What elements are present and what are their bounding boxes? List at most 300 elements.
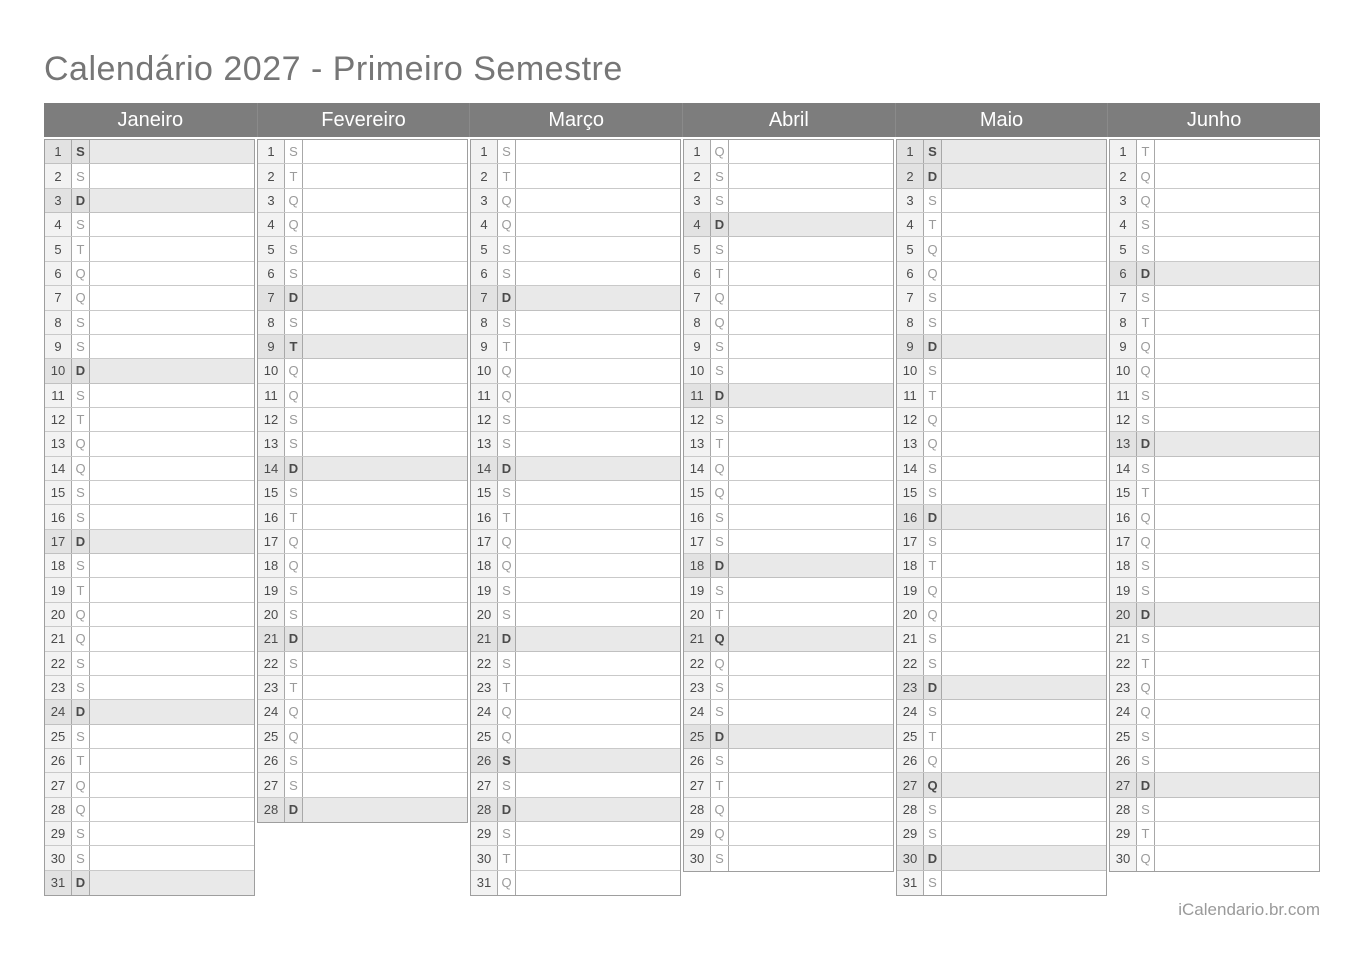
note-area: [90, 164, 254, 187]
note-area: [729, 481, 893, 504]
day-row-abril-15: [684, 481, 893, 505]
note-area: [942, 189, 1106, 212]
note-area: [1155, 286, 1319, 309]
note-area: [729, 457, 893, 480]
note-area: [303, 652, 467, 675]
note-area: [729, 773, 893, 796]
month-column-maio: [896, 139, 1107, 896]
weekday-letter: D: [498, 627, 516, 650]
month-header-fevereiro: Fevereiro: [257, 103, 470, 137]
weekday-letter: Q: [711, 457, 729, 480]
weekday-letter: S: [498, 603, 516, 626]
weekday-letter: Q: [72, 773, 90, 796]
note-area: [942, 262, 1106, 285]
day-number: 9: [258, 335, 285, 358]
day-number: 23: [897, 676, 924, 699]
day-number: 16: [897, 505, 924, 528]
day-number: 14: [1110, 457, 1137, 480]
day-number: 20: [897, 603, 924, 626]
weekday-letter: S: [924, 822, 942, 845]
weekday-letter: S: [924, 359, 942, 382]
day-number: 18: [1110, 554, 1137, 577]
weekday-letter: S: [72, 213, 90, 236]
note-area: [303, 676, 467, 699]
weekday-letter: Q: [924, 749, 942, 772]
day-number: 11: [258, 384, 285, 407]
day-number: 16: [471, 505, 498, 528]
weekday-letter: T: [1137, 311, 1155, 334]
weekday-letter: T: [285, 505, 303, 528]
day-number: 26: [897, 749, 924, 772]
note-area: [516, 481, 680, 504]
day-row-fevereiro-17: [258, 530, 467, 554]
day-row-janeiro-10: [45, 359, 254, 383]
day-row-junho-27: [1110, 773, 1319, 797]
note-area: [942, 749, 1106, 772]
day-row-fevereiro-16: [258, 505, 467, 529]
note-area: [942, 311, 1106, 334]
day-number: 27: [1110, 773, 1137, 796]
day-row-janeiro-11: [45, 384, 254, 408]
day-row-marco-24: [471, 700, 680, 724]
note-area: [1155, 481, 1319, 504]
day-row-abril-9: [684, 335, 893, 359]
weekday-letter: S: [72, 164, 90, 187]
note-area: [303, 505, 467, 528]
day-number: 10: [258, 359, 285, 382]
weekday-letter: S: [1137, 457, 1155, 480]
note-area: [90, 359, 254, 382]
day-number: 12: [471, 408, 498, 431]
day-row-junho-2: [1110, 164, 1319, 188]
note-area: [90, 140, 254, 163]
day-number: 8: [1110, 311, 1137, 334]
note-area: [729, 578, 893, 601]
weekday-letter: S: [924, 286, 942, 309]
weekday-letter: S: [285, 140, 303, 163]
day-number: 23: [1110, 676, 1137, 699]
day-row-abril-11: [684, 384, 893, 408]
day-row-junho-7: [1110, 286, 1319, 310]
weekday-letter: S: [285, 237, 303, 260]
day-row-marco-20: [471, 603, 680, 627]
note-area: [1155, 359, 1319, 382]
note-area: [942, 798, 1106, 821]
day-row-fevereiro-21: [258, 627, 467, 651]
weekday-letter: S: [72, 140, 90, 163]
weekday-letter: D: [924, 676, 942, 699]
weekday-letter: D: [711, 554, 729, 577]
day-number: 21: [897, 627, 924, 650]
weekday-letter: Q: [924, 578, 942, 601]
day-number: 19: [897, 578, 924, 601]
day-number: 18: [471, 554, 498, 577]
day-row-maio-3: [897, 189, 1106, 213]
note-area: [729, 822, 893, 845]
day-row-janeiro-17: [45, 530, 254, 554]
day-number: 24: [471, 700, 498, 723]
day-row-fevereiro-15: [258, 481, 467, 505]
day-number: 3: [471, 189, 498, 212]
calendar-month-header-row: [44, 103, 1320, 137]
month-column-janeiro: [44, 139, 255, 896]
day-row-maio-12: [897, 408, 1106, 432]
day-row-fevereiro-1: [258, 140, 467, 164]
day-number: 20: [684, 603, 711, 626]
day-row-abril-3: [684, 189, 893, 213]
weekday-letter: Q: [498, 384, 516, 407]
day-row-fevereiro-13: [258, 432, 467, 456]
day-number: 11: [897, 384, 924, 407]
weekday-letter: S: [285, 408, 303, 431]
day-row-junho-19: [1110, 578, 1319, 602]
weekday-letter: S: [72, 822, 90, 845]
day-row-marco-12: [471, 408, 680, 432]
note-area: [942, 286, 1106, 309]
weekday-letter: S: [711, 700, 729, 723]
weekday-letter: S: [711, 359, 729, 382]
note-area: [516, 773, 680, 796]
day-row-janeiro-16: [45, 505, 254, 529]
note-area: [942, 725, 1106, 748]
day-number: 1: [471, 140, 498, 163]
day-number: 22: [897, 652, 924, 675]
weekday-letter: S: [1137, 384, 1155, 407]
weekday-letter: S: [498, 481, 516, 504]
weekday-letter: S: [924, 798, 942, 821]
note-area: [1155, 189, 1319, 212]
day-number: 4: [258, 213, 285, 236]
day-row-abril-23: [684, 676, 893, 700]
day-number: 5: [897, 237, 924, 260]
note-area: [90, 530, 254, 553]
weekday-letter: T: [1137, 652, 1155, 675]
weekday-letter: Q: [924, 603, 942, 626]
day-number: 17: [1110, 530, 1137, 553]
note-area: [729, 700, 893, 723]
day-number: 1: [1110, 140, 1137, 163]
day-row-janeiro-22: [45, 652, 254, 676]
note-area: [90, 408, 254, 431]
note-area: [729, 164, 893, 187]
day-number: 12: [897, 408, 924, 431]
day-number: 14: [897, 457, 924, 480]
weekday-letter: Q: [72, 603, 90, 626]
day-row-maio-5: [897, 237, 1106, 261]
day-number: 3: [1110, 189, 1137, 212]
weekday-letter: Q: [711, 286, 729, 309]
day-number: 27: [897, 773, 924, 796]
day-row-abril-13: [684, 432, 893, 456]
day-number: 15: [471, 481, 498, 504]
note-area: [1155, 627, 1319, 650]
note-area: [1155, 700, 1319, 723]
day-number: 15: [684, 481, 711, 504]
day-row-abril-6: [684, 262, 893, 286]
day-number: 6: [1110, 262, 1137, 285]
weekday-letter: Q: [498, 359, 516, 382]
weekday-letter: Q: [72, 262, 90, 285]
day-row-janeiro-21: [45, 627, 254, 651]
note-area: [942, 700, 1106, 723]
day-row-junho-5: [1110, 237, 1319, 261]
day-number: 28: [897, 798, 924, 821]
day-row-fevereiro-11: [258, 384, 467, 408]
weekday-letter: D: [285, 798, 303, 822]
day-row-fevereiro-6: [258, 262, 467, 286]
day-row-janeiro-24: [45, 700, 254, 724]
day-number: 10: [897, 359, 924, 382]
weekday-letter: Q: [72, 457, 90, 480]
day-number: 6: [45, 262, 72, 285]
day-number: 14: [471, 457, 498, 480]
note-area: [516, 749, 680, 772]
note-area: [729, 359, 893, 382]
day-row-marco-17: [471, 530, 680, 554]
day-number: 15: [897, 481, 924, 504]
day-row-abril-26: [684, 749, 893, 773]
day-number: 24: [1110, 700, 1137, 723]
day-row-abril-7: [684, 286, 893, 310]
weekday-letter: D: [711, 725, 729, 748]
note-area: [303, 237, 467, 260]
weekday-letter: S: [498, 749, 516, 772]
day-row-janeiro-13: [45, 432, 254, 456]
day-row-junho-10: [1110, 359, 1319, 383]
day-row-fevereiro-28: [258, 798, 467, 822]
month-header-marco: Março: [469, 103, 682, 137]
weekday-letter: S: [285, 749, 303, 772]
day-number: 16: [1110, 505, 1137, 528]
day-number: 22: [1110, 652, 1137, 675]
day-row-abril-4: [684, 213, 893, 237]
note-area: [942, 652, 1106, 675]
day-row-marco-11: [471, 384, 680, 408]
day-number: 17: [471, 530, 498, 553]
day-number: 4: [1110, 213, 1137, 236]
day-number: 9: [1110, 335, 1137, 358]
note-area: [303, 189, 467, 212]
weekday-letter: S: [1137, 749, 1155, 772]
weekday-letter: S: [285, 432, 303, 455]
day-number: 16: [684, 505, 711, 528]
day-row-abril-22: [684, 652, 893, 676]
note-area: [90, 749, 254, 772]
weekday-letter: S: [924, 481, 942, 504]
day-row-abril-24: [684, 700, 893, 724]
weekday-letter: S: [711, 530, 729, 553]
note-area: [942, 457, 1106, 480]
note-area: [516, 530, 680, 553]
note-area: [516, 652, 680, 675]
day-number: 6: [258, 262, 285, 285]
day-number: 23: [258, 676, 285, 699]
weekday-letter: S: [711, 408, 729, 431]
note-area: [942, 335, 1106, 358]
weekday-letter: S: [285, 578, 303, 601]
note-area: [303, 554, 467, 577]
weekday-letter: T: [285, 164, 303, 187]
day-number: 2: [258, 164, 285, 187]
weekday-letter: Q: [72, 286, 90, 309]
day-number: 26: [45, 749, 72, 772]
day-number: 21: [45, 627, 72, 650]
weekday-letter: Q: [285, 384, 303, 407]
weekday-letter: Q: [711, 798, 729, 821]
note-area: [516, 603, 680, 626]
weekday-letter: S: [1137, 237, 1155, 260]
note-area: [90, 481, 254, 504]
note-area: [516, 457, 680, 480]
weekday-letter: Q: [711, 822, 729, 845]
day-row-junho-20: [1110, 603, 1319, 627]
weekday-letter: D: [285, 457, 303, 480]
day-number: 5: [471, 237, 498, 260]
note-area: [90, 725, 254, 748]
day-row-junho-17: [1110, 530, 1319, 554]
day-number: 21: [258, 627, 285, 650]
weekday-letter: Q: [1137, 530, 1155, 553]
weekday-letter: D: [1137, 262, 1155, 285]
day-number: 7: [45, 286, 72, 309]
day-row-marco-5: [471, 237, 680, 261]
weekday-letter: S: [1137, 408, 1155, 431]
weekday-letter: S: [498, 262, 516, 285]
note-area: [942, 530, 1106, 553]
note-area: [516, 140, 680, 163]
day-number: 26: [258, 749, 285, 772]
day-number: 15: [1110, 481, 1137, 504]
weekday-letter: D: [72, 359, 90, 382]
day-number: 12: [45, 408, 72, 431]
day-number: 28: [45, 798, 72, 821]
day-row-maio-23: [897, 676, 1106, 700]
day-row-junho-4: [1110, 213, 1319, 237]
note-area: [942, 846, 1106, 869]
day-row-fevereiro-12: [258, 408, 467, 432]
day-number: 26: [471, 749, 498, 772]
weekday-letter: S: [924, 311, 942, 334]
day-number: 1: [684, 140, 711, 163]
note-area: [1155, 749, 1319, 772]
day-number: 19: [471, 578, 498, 601]
note-area: [303, 773, 467, 796]
weekday-letter: D: [72, 189, 90, 212]
note-area: [516, 359, 680, 382]
note-area: [90, 652, 254, 675]
day-row-junho-25: [1110, 725, 1319, 749]
month-column-fevereiro: [257, 139, 468, 823]
day-row-marco-26: [471, 749, 680, 773]
weekday-letter: S: [924, 457, 942, 480]
weekday-letter: Q: [1137, 359, 1155, 382]
day-row-marco-15: [471, 481, 680, 505]
note-area: [1155, 530, 1319, 553]
weekday-letter: Q: [72, 798, 90, 821]
day-row-marco-23: [471, 676, 680, 700]
day-row-fevereiro-23: [258, 676, 467, 700]
day-row-fevereiro-18: [258, 554, 467, 578]
day-number: 28: [1110, 798, 1137, 821]
day-number: 25: [45, 725, 72, 748]
note-area: [1155, 773, 1319, 796]
weekday-letter: Q: [285, 700, 303, 723]
day-row-janeiro-28: [45, 798, 254, 822]
note-area: [942, 140, 1106, 163]
day-number: 31: [897, 871, 924, 895]
day-row-marco-3: [471, 189, 680, 213]
weekday-letter: T: [711, 603, 729, 626]
note-area: [90, 457, 254, 480]
note-area: [303, 432, 467, 455]
day-row-junho-11: [1110, 384, 1319, 408]
day-number: 2: [1110, 164, 1137, 187]
note-area: [942, 773, 1106, 796]
day-number: 29: [45, 822, 72, 845]
day-row-maio-18: [897, 554, 1106, 578]
day-number: 18: [45, 554, 72, 577]
note-area: [90, 262, 254, 285]
day-row-abril-29: [684, 822, 893, 846]
day-number: 28: [471, 798, 498, 821]
day-row-maio-14: [897, 457, 1106, 481]
note-area: [729, 384, 893, 407]
note-area: [729, 676, 893, 699]
day-row-janeiro-19: [45, 578, 254, 602]
day-number: 23: [471, 676, 498, 699]
weekday-letter: S: [711, 505, 729, 528]
weekday-letter: T: [72, 749, 90, 772]
note-area: [729, 554, 893, 577]
weekday-letter: T: [924, 213, 942, 236]
day-number: 4: [684, 213, 711, 236]
day-number: 13: [684, 432, 711, 455]
day-row-fevereiro-4: [258, 213, 467, 237]
note-area: [729, 725, 893, 748]
day-row-janeiro-30: [45, 846, 254, 870]
day-number: 9: [45, 335, 72, 358]
day-row-fevereiro-22: [258, 652, 467, 676]
day-row-junho-16: [1110, 505, 1319, 529]
note-area: [516, 822, 680, 845]
weekday-letter: S: [711, 749, 729, 772]
day-row-fevereiro-20: [258, 603, 467, 627]
note-area: [90, 676, 254, 699]
day-number: 18: [684, 554, 711, 577]
day-row-fevereiro-7: [258, 286, 467, 310]
day-number: 2: [471, 164, 498, 187]
note-area: [942, 237, 1106, 260]
day-row-janeiro-23: [45, 676, 254, 700]
month-header-abril: Abril: [682, 103, 895, 137]
note-area: [90, 213, 254, 236]
day-number: 31: [471, 871, 498, 895]
weekday-letter: Q: [72, 627, 90, 650]
day-row-fevereiro-14: [258, 457, 467, 481]
day-row-janeiro-3: [45, 189, 254, 213]
note-area: [303, 262, 467, 285]
day-number: 7: [258, 286, 285, 309]
weekday-letter: Q: [711, 311, 729, 334]
weekday-letter: D: [285, 286, 303, 309]
note-area: [516, 286, 680, 309]
day-row-junho-1: [1110, 140, 1319, 164]
note-area: [90, 773, 254, 796]
weekday-letter: T: [1137, 140, 1155, 163]
day-row-marco-8: [471, 311, 680, 335]
weekday-letter: T: [1137, 481, 1155, 504]
day-row-maio-13: [897, 432, 1106, 456]
